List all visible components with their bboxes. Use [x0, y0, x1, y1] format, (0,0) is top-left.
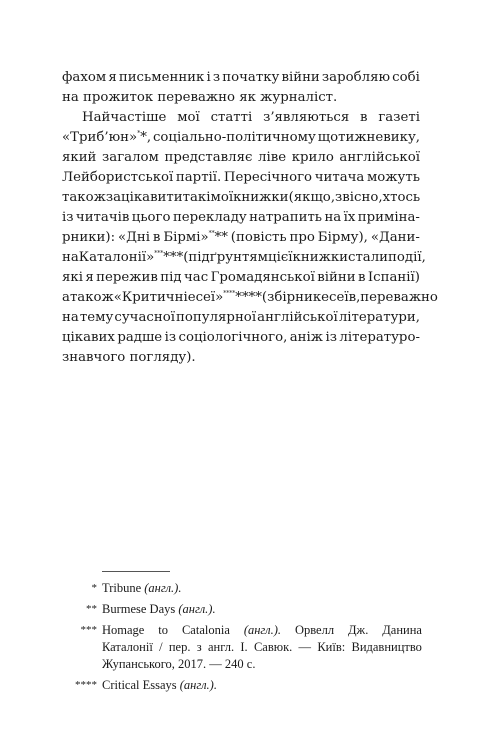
word: партії.: [175, 170, 222, 185]
footnote-line-text: [102, 656, 255, 673]
footnote-mark: ***: [80, 624, 97, 636]
word: Данина: [382, 623, 422, 637]
word: собі: [392, 70, 420, 85]
footnote-mark: **: [86, 603, 97, 615]
word: в: [152, 230, 161, 245]
footnote-item: [62, 601, 422, 618]
word: перекладу: [172, 210, 247, 225]
word: рники):: [62, 230, 116, 245]
word: пер.: [168, 640, 191, 654]
footnote-title: Critical Essays: [102, 678, 177, 692]
word: також: [62, 190, 106, 205]
word: «Дани-: [370, 230, 420, 245]
word: щотижневику,: [317, 130, 420, 145]
word: «Критичні: [113, 290, 188, 305]
word: літературо-: [339, 330, 420, 345]
word: Бірмі»****: [163, 230, 228, 245]
word: а: [62, 290, 70, 305]
text-line: [62, 148, 420, 168]
footnote-line-text: [102, 677, 217, 694]
word: можуть: [366, 170, 420, 185]
word: Київ:: [317, 640, 346, 654]
line-text: [62, 88, 337, 108]
word: які: [62, 270, 83, 285]
word: я: [85, 270, 94, 285]
word: із: [62, 210, 74, 225]
word: із: [325, 330, 337, 345]
word: сучасної: [114, 310, 175, 325]
footnote-line: [102, 677, 422, 694]
word: такі: [182, 190, 211, 205]
word: звісно,: [335, 190, 383, 205]
word: заробляю: [321, 70, 391, 85]
text-line: [62, 248, 426, 268]
word: цікавих: [62, 330, 115, 345]
footnote-lang: (англ.).: [179, 678, 217, 692]
footnote-item: [62, 580, 422, 597]
word: есеїв,: [321, 290, 361, 305]
word: на: [62, 250, 79, 265]
footnote-lang: (англ.).: [178, 602, 216, 616]
footnote-line: [102, 656, 422, 673]
word: який: [62, 150, 97, 165]
word: війни: [281, 70, 320, 85]
word: також: [69, 290, 114, 305]
text-line: [62, 208, 420, 228]
word: (підґрунтям: [183, 250, 269, 265]
word: (збірник: [261, 290, 322, 305]
footnote-title: Tribune: [102, 581, 142, 595]
text-line: [62, 268, 420, 288]
word: книжки: [292, 250, 348, 265]
footnote-divider: [102, 571, 170, 572]
word: приміна-: [357, 210, 420, 225]
word: під: [160, 270, 182, 285]
text-line: [62, 168, 420, 188]
line-text: [62, 348, 196, 368]
footnote-rest: Жупанського, 2017. — 240 с.: [102, 657, 256, 671]
footnote-item: [62, 622, 422, 673]
word: книжки: [233, 190, 289, 205]
footnote-item: [62, 677, 422, 694]
word: я: [108, 70, 117, 85]
word: (якщо,: [288, 190, 336, 205]
word: на: [324, 210, 342, 225]
word: англійської: [257, 310, 338, 325]
word: їх: [343, 210, 356, 225]
footnote-line: [102, 639, 422, 656]
word: радше: [117, 330, 163, 345]
word: літератури,: [338, 310, 420, 325]
footnote-lang: (англ.).: [144, 581, 182, 595]
word: читача: [314, 170, 365, 185]
word: цієї: [268, 250, 293, 265]
word: на: [62, 310, 79, 325]
word: —: [298, 640, 312, 654]
word: цього: [131, 210, 171, 225]
word: Бірму),: [317, 230, 368, 245]
word: читачів: [75, 210, 130, 225]
word: Громадянської: [210, 270, 315, 285]
footnote-title: Burmese Days: [102, 602, 176, 616]
word: тему: [79, 310, 114, 325]
word: хтось: [382, 190, 421, 205]
word: про: [289, 230, 315, 245]
text-line: [62, 288, 438, 308]
body-text: [62, 68, 438, 368]
word: Catalonia: [181, 623, 230, 637]
word: to: [158, 623, 169, 637]
word: письменник: [118, 70, 205, 85]
text-line: [62, 88, 420, 108]
footnotes: [62, 580, 422, 694]
word: з: [212, 70, 221, 85]
word: Пересічного: [223, 170, 313, 185]
word: початку: [222, 70, 280, 85]
word: І.: [240, 640, 248, 654]
text-line: [62, 328, 420, 348]
word: зацікавити: [105, 190, 183, 205]
word: мої: [210, 190, 234, 205]
word: фахом: [62, 70, 107, 85]
word: події,: [388, 250, 426, 265]
word: з’являються: [263, 110, 350, 125]
footnote-mark: ****: [75, 679, 97, 691]
word: (англ.).: [243, 623, 282, 637]
word: есеї»********: [187, 290, 262, 305]
word: (повість: [230, 230, 287, 245]
word: Орвелл: [294, 623, 335, 637]
word: Видавництво: [351, 640, 422, 654]
text-line: [62, 308, 420, 328]
footnote-line: [102, 601, 422, 618]
word: статті: [210, 110, 253, 125]
word: Іспанії): [367, 270, 420, 285]
word: Дж.: [348, 623, 369, 637]
word: крило: [291, 150, 334, 165]
word: із: [164, 330, 177, 345]
word: Савюк.: [253, 640, 293, 654]
text-line: [62, 68, 420, 88]
footnote-line: [102, 580, 422, 597]
word: Найчастіше: [82, 110, 167, 125]
word: соціально-політичному: [152, 130, 316, 145]
word: час: [183, 270, 209, 285]
word: з: [196, 640, 202, 654]
word: стали: [348, 250, 389, 265]
word: аніж: [289, 330, 324, 345]
word: «Триб’юн»**,: [62, 130, 152, 145]
word: війни: [317, 270, 356, 285]
line-main: на прожиток переважно як журналіст.: [62, 90, 338, 105]
footnote-mark: *: [91, 582, 97, 594]
word: Лейбористської: [62, 170, 174, 185]
line-main: знавчого погляду).: [62, 350, 196, 365]
text-line: [62, 228, 420, 248]
word: Homage: [102, 623, 145, 637]
text-line: [62, 188, 420, 208]
word: газеті: [378, 110, 420, 125]
word: соціологічного,: [178, 330, 288, 345]
word: Каталонії: [102, 640, 153, 654]
word: англійської: [339, 150, 420, 165]
word: мої: [177, 110, 200, 125]
word: представляє: [164, 150, 253, 165]
word: /: [159, 640, 163, 654]
text-line: [62, 128, 420, 148]
word: ліве: [258, 150, 287, 165]
word: і: [206, 70, 211, 85]
word: популярної: [176, 310, 257, 325]
text-line: [62, 348, 420, 368]
word: Каталонії»******: [78, 250, 184, 265]
word: переважно: [360, 290, 438, 305]
word: пережив: [96, 270, 158, 285]
text-line: [62, 108, 420, 128]
word: в: [358, 270, 366, 285]
word: «Дні: [117, 230, 151, 245]
word: в: [360, 110, 368, 125]
footnote-line-text: [102, 580, 181, 597]
footnote-line: [102, 622, 422, 639]
word: англ.: [207, 640, 235, 654]
word: загалом: [102, 150, 159, 165]
footnote-line-text: [102, 601, 216, 618]
word: натрапить: [249, 210, 323, 225]
